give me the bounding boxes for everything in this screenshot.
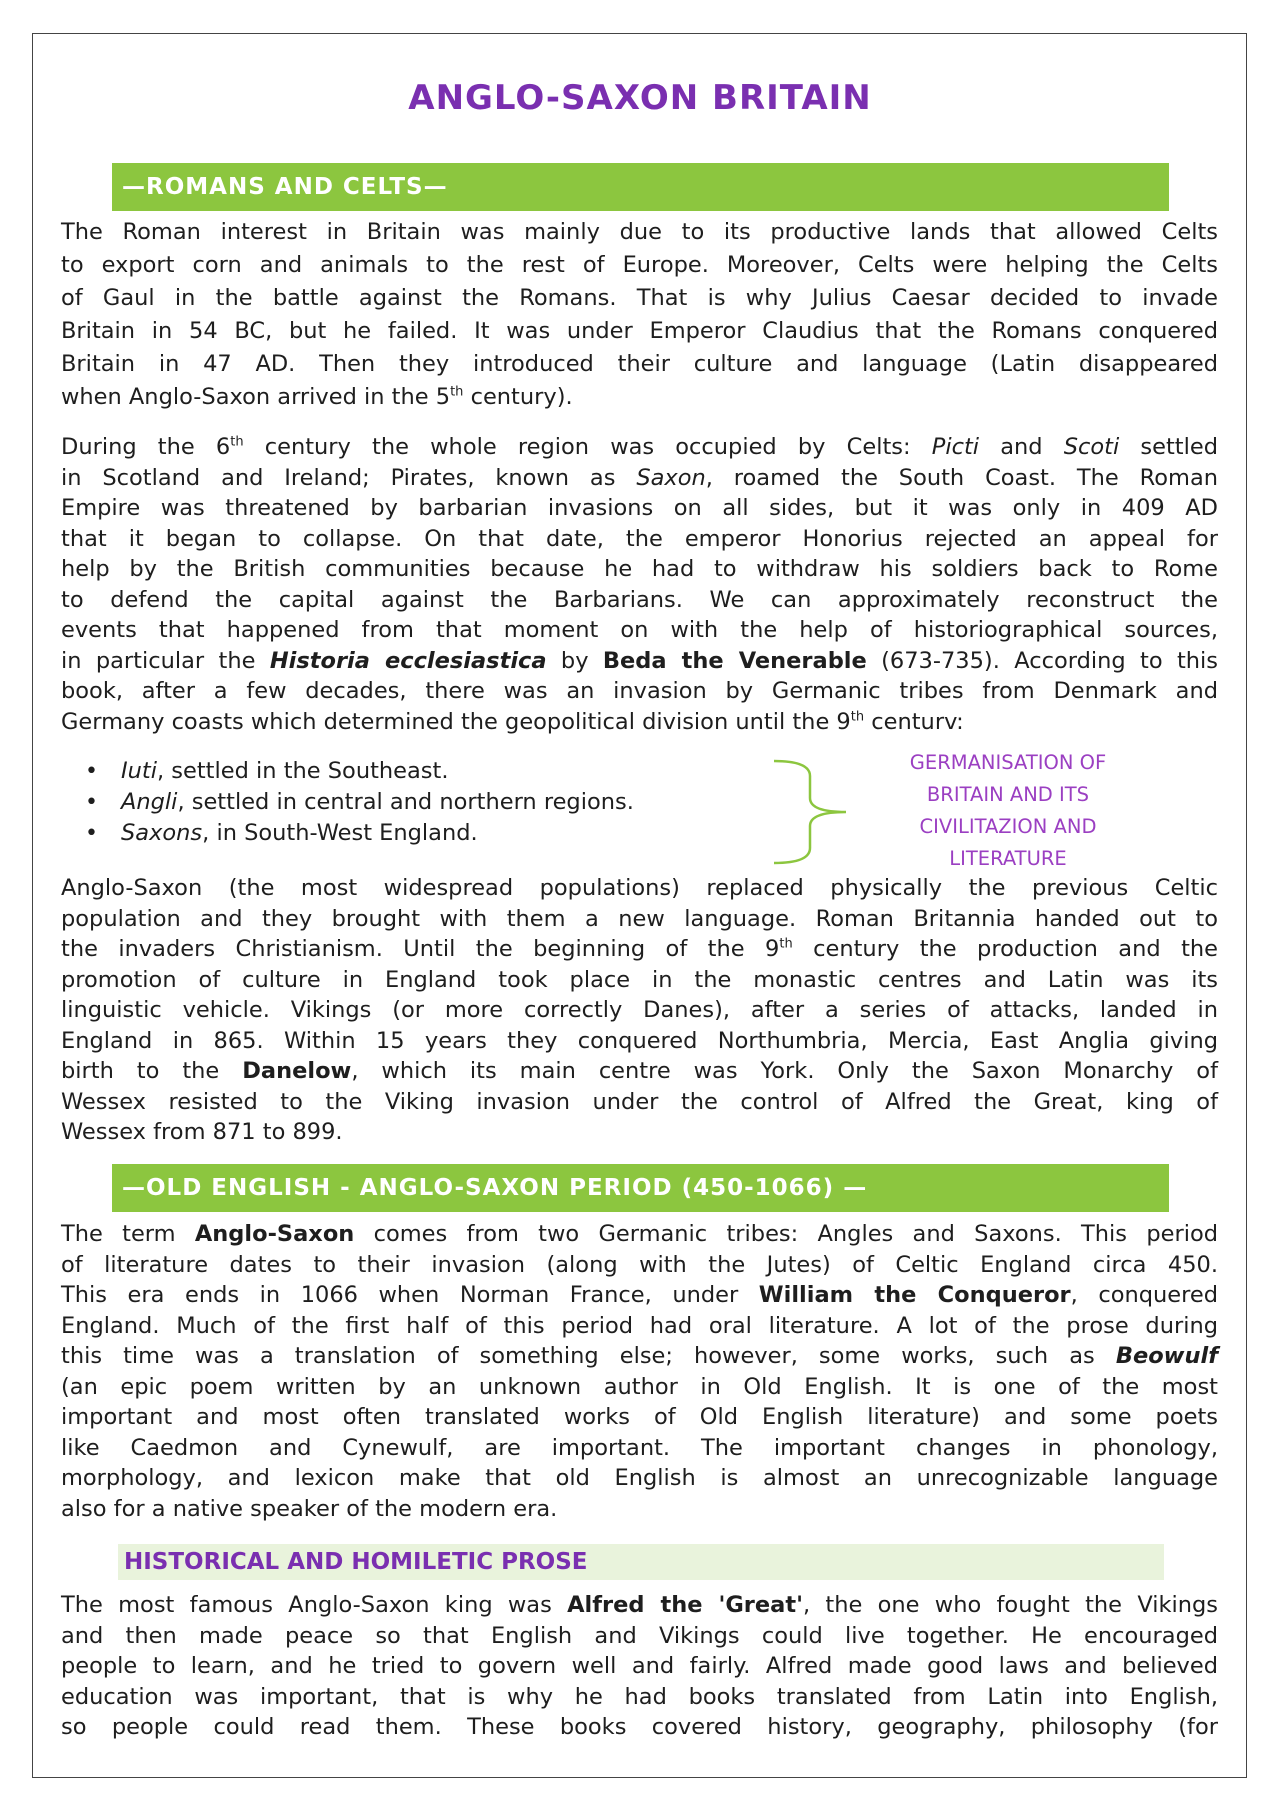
section-heading-old-english: —OLD ENGLISH - ANGLO-SAXON PERIOD (450-1066) — [112,1164,1169,1212]
text-line: Empire was threatened by barbarian invasions on all sides, but it was only in 409 AD [61,495,1218,521]
note-line: CIVILITAZION AND [919,815,1097,838]
paragraph-alfred-the-great [61,1590,1218,1743]
subsection-heading-prose: HISTORICAL AND HOMILETIC PROSE [118,1544,1164,1580]
text-line: England in 865. Within 15 years they conquered Northumbria, Mercia, East Anglia giving [61,1027,1218,1054]
tribes-list [85,756,634,849]
text-line: also for a native speaker of the modern era. [61,1495,558,1522]
text-line: to defend the capital against the Barbarians. We can approximately reconstruct the [61,586,1218,613]
text-line: Wessex resisted to the Viking invasion under the control of Alfred the Great, king of [61,1088,1218,1115]
text-line: of literature dates to their invasion (along with the Jutes) of Celtic England circa 450. [61,1251,1218,1278]
text-line: This era ends in 1066 when Norman France, under William the Conqueror, conquered [61,1282,1218,1308]
paragraph-anglo-saxon-period [61,1219,1218,1524]
list-item: • Iuti, settled in the Southeast. [85,756,634,787]
text-line: population and they brought with them a new language. Roman Britannia handed out to [61,905,1218,932]
text-line: The most famous Anglo-Saxon king was Alfred the 'Great', the one who fought the Vikings [61,1592,1219,1618]
text-line: to export corn and animals to the rest of Europe. Moreover, Celts were helping the Celts [61,252,1218,278]
text-line: morphology, and lexicon make that old English is almost an unrecognizable language [61,1465,1218,1491]
text-line: events that happened from that moment on with the help of historiographical sources, [61,617,1218,643]
text-line: Britain in 47 AD. Then they introduced their culture and language (Latin disappeared [61,351,1218,377]
text-line: (an epic poem written by an unknown author in Old English. It is one of the most [61,1373,1218,1400]
text-line: this time was a translation of something else; however, some works, such as Beowulf [61,1343,1218,1369]
text-line: The term Anglo-Saxon comes from two Germanic tribes: Angles and Saxons. This period [61,1221,1218,1247]
section-heading-romans-celts: —ROMANS AND CELTS— [112,163,1169,211]
text-line: of Gaul in the battle against the Romans. That is why Julius Caesar decided to invade [61,285,1218,311]
note-line: LITERATURE [949,847,1067,870]
text-line: in Scotland and Ireland; Pirates, known as Saxon, roamed the South Coast. The Roman [61,464,1218,491]
text-line: Germany coasts which determined the geopolitical division until the 9th centurv: [61,708,964,735]
paragraph-celts-6th-century [61,432,1218,737]
list-item: • Saxons, in South-West England. [85,818,634,849]
note-line: BRITAIN AND ITS [926,783,1090,806]
note-line: GERMANISATION OF [909,751,1107,774]
text-line: book, after a few decades, there was an invasion by Germanic tribes from Denmark and [61,678,1218,704]
text-line: promotion of culture in England took place in the monastic centres and Latin was its [61,966,1218,993]
text-line: so people could read them. These books covered history, geography, philosophy (for [61,1714,1218,1740]
text-line: Anglo-Saxon (the most widespread populations) replaced physically the previous Celtic [61,875,1218,901]
paragraph-roman-interest [61,216,1218,414]
page-title: ANGLO-SAXON BRITAIN [408,78,872,118]
text-line: education was important, that is why he had books translated from Latin into English, [61,1683,1218,1710]
text-line: linguistic vehicle. Vikings (or more correctly Danes), after a series of attacks, landed in [61,997,1218,1023]
text-line: in particular the Historia ecclesiastica by Beda the Venerable (673-735). According to this [61,647,1218,674]
text-line: During the 6th century the whole region was occupied by Celts: Picti and Scoti settled [61,434,1218,460]
text-line: important and most often translated works of Old English literature) and some poets [61,1404,1218,1430]
paragraph-anglo-saxon-vikings [61,873,1218,1148]
text-line: Wessex from 871 to 899. [61,1119,343,1145]
list-item: • Angli, settled in central and northern regions. [85,787,634,818]
text-line: the invaders Christianism. Until the beginning of the 9th century the production and the [61,936,1218,962]
text-line: England. Much of the first half of this period had oral literature. A lot of the prose during [61,1312,1218,1339]
text-line: Britain in 54 BC, but he failed. It was under Emperor Claudius that the Romans conquered [61,318,1218,344]
text-line: like Caedmon and Cynewulf, are important. The important changes in phonology, [61,1434,1218,1461]
text-line: people to learn, and he tried to govern well and fairly. Alfred made good laws and believed [61,1653,1218,1679]
curly-brace-icon [772,758,848,866]
text-line: birth to the Danelow, which its main centre was York. Only the Saxon Monarchy of [61,1058,1218,1084]
text-line: that it began to collapse. On that date, the emperor Honorius rejected an appeal for [61,525,1218,552]
text-line: and then made peace so that English and Vikings could live together. He encouraged [61,1622,1218,1649]
text-line: The Roman interest in Britain was mainly due to its productive lands that allowed Celts [61,219,1218,245]
germanisation-note [878,747,1138,875]
text-line: when Anglo-Saxon arrived in the 5th century). [61,384,573,410]
text-line: help by the British communities because he had to withdraw his soldiers back to Rome [61,556,1218,582]
